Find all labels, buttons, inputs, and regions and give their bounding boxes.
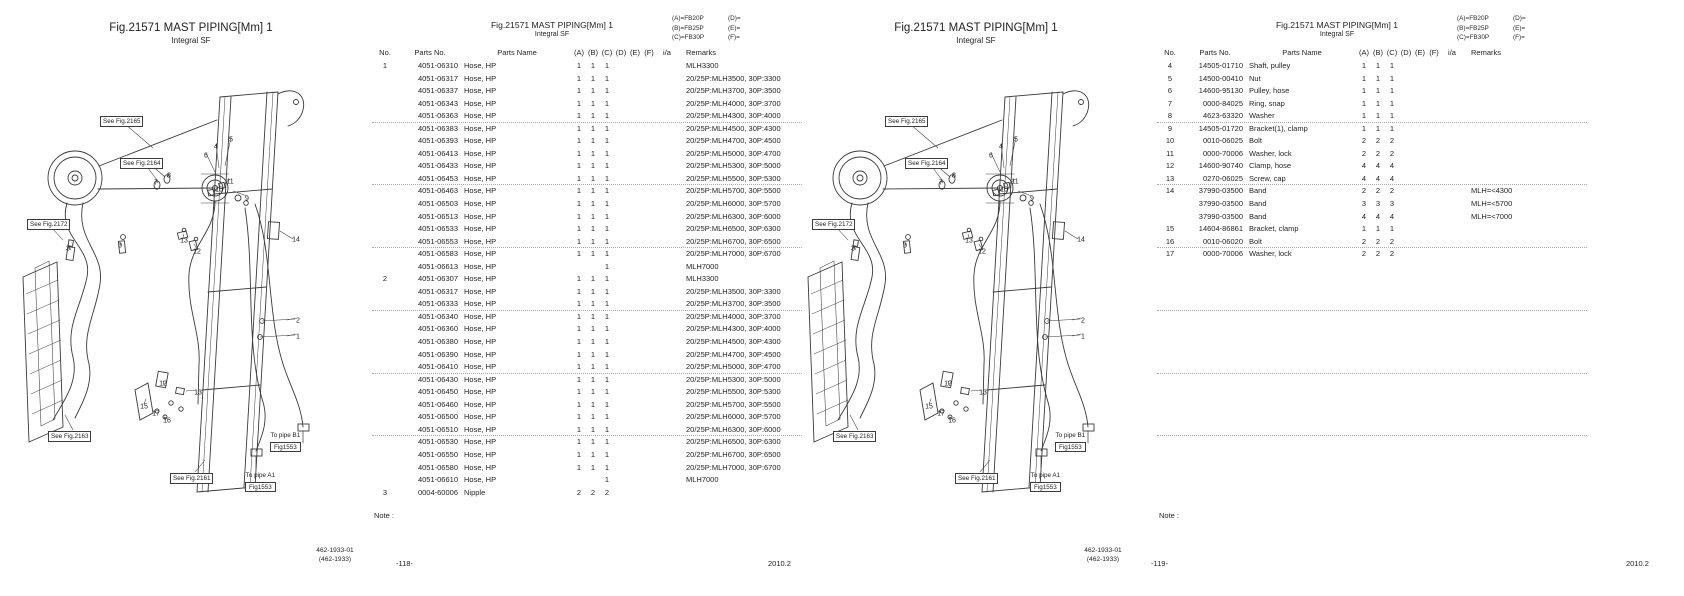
footer-page-number: -118- (396, 559, 413, 568)
table-row (1157, 474, 1587, 487)
diagram-callout: 16 (163, 417, 171, 425)
diagram-callout: 11 (226, 178, 234, 186)
footer-doc-number: 462-1933-01 (462-1933) (316, 547, 354, 563)
table-row: 10 0010-06025 Bolt 2 2 2 (1165, 136, 1395, 146)
col-remarks: Remarks (1471, 48, 1502, 57)
diagram-callout: 14 (292, 236, 300, 244)
col-qty-a: (A) (574, 48, 584, 57)
table-row: 4051-06317 Hose, HP 1 1 1 20/25P:MLH3500, 30P:3300 (417, 73, 781, 83)
pipe-destination-label: To pipe A1 Fig1553 (245, 472, 276, 491)
table-row: 5 14500-00410 Nut 1 1 1 (1167, 73, 1395, 83)
col-qty-f: (F) (644, 48, 654, 57)
col-qty-a: (A) (1359, 48, 1369, 57)
see-fig-label: See Fig.2163 (48, 431, 91, 442)
page-title: Fig.21571 MAST PIPING[Mm] 1 (109, 22, 273, 34)
col-qty-d: (D) (1400, 48, 1412, 57)
fig-reference-box: Fig1553 (1030, 482, 1061, 492)
table-title-block (457, 20, 647, 38)
table-row: 4051-06453 Hose, HP 1 1 1 20/25P:MLH5500, 30P:5300 (372, 173, 802, 186)
table-row: 37990-03500 Band 4 4 4 MLH=<7000 (1198, 211, 1513, 221)
diagram-callout: 6 (989, 152, 993, 160)
diagram-callout: 12 (944, 380, 952, 388)
see-fig-label: See Fig.2172 (27, 219, 70, 230)
col-parts-name: Parts Name (1282, 48, 1322, 57)
col-qty-b: (B) (1373, 48, 1383, 57)
table-row: 4051-06333 Hose, HP 1 1 1 20/25P:MLH3700, 30P:3500 (372, 298, 802, 311)
table-row: 4051-06410 Hose, HP 1 1 1 20/25P:MLH5000, 30P:4700 (372, 361, 802, 374)
table-row: 7 0000-84025 Ring, snap 1 1 1 (1167, 98, 1395, 108)
diagram-callout: 8 (952, 172, 956, 180)
table-row: 4051-06450 Hose, HP 1 1 1 20/25P:MLH5500, 30P:5300 (417, 387, 781, 397)
parts-table (372, 14, 802, 534)
diagram-callout: 12 (159, 380, 167, 388)
table-row (1157, 449, 1587, 462)
footer-date: 2010.2 (768, 559, 791, 568)
table-row: 4051-06530 Hose, HP 1 1 1 20/25P:MLH6500, 30P:6300 (417, 437, 781, 447)
table-header (1157, 48, 1587, 57)
table-row: 4051-06613 Hose, HP 1 MLH7000 (417, 261, 719, 271)
diagram-callout: 6 (204, 152, 208, 160)
table-row: 4051-06363 Hose, HP 1 1 1 20/25P:MLH4300, 30P:4000 (372, 110, 802, 123)
diagram-callout: 10 (1000, 186, 1008, 194)
diagram-callout: 7 (154, 179, 158, 187)
legend-row: (B)=FB25P (E)= (1457, 24, 1526, 32)
table-row (1157, 462, 1587, 475)
table-row: 16 0010-06020 Bolt 2 2 2 (1157, 236, 1587, 249)
table-subtitle: Integral SF (1319, 31, 1355, 38)
table-row (1157, 273, 1587, 286)
see-fig-label: See Fig.2161 (955, 473, 998, 484)
see-fig-label: See Fig.2164 (120, 158, 163, 169)
diagram-callout: 13 (194, 389, 202, 397)
parts-diagram (790, 72, 1150, 520)
table-row (1157, 374, 1587, 387)
diagram-callout: 13 (965, 237, 973, 245)
fig-reference-box: Fig1553 (270, 442, 301, 452)
diagram-callout: 17 (937, 410, 945, 418)
table-row: 4051-06583 Hose, HP 1 1 1 20/25P:MLH7000, 30P:6700 (417, 249, 781, 259)
table-row: 14 37990-03500 Band 2 2 2 MLH=<4300 (1165, 186, 1513, 196)
table-row: 37990-03500 Band 3 3 3 MLH=<5700 (1198, 199, 1513, 209)
col-parts-name: Parts Name (497, 48, 537, 57)
table-row (1157, 399, 1587, 412)
table-row: 4051-06500 Hose, HP 1 1 1 20/25P:MLH6000, 30P:5700 (417, 412, 781, 422)
table-row: 4051-06533 Hose, HP 1 1 1 20/25P:MLH6500, 30P:6300 (417, 224, 781, 234)
table-row: 4051-06393 Hose, HP 1 1 1 20/25P:MLH4700, 30P:4500 (417, 136, 781, 146)
col-parts-no: Parts No. (414, 48, 446, 57)
table-row (1157, 386, 1587, 399)
table-row (1157, 261, 1587, 274)
diagram-callout: 12 (978, 248, 986, 256)
diagram-callout: 2 (296, 317, 300, 325)
table-row: 4051-06553 Hose, HP 1 1 1 20/25P:MLH6700, 30P:6500 (372, 236, 802, 249)
see-fig-label: See Fig.2164 (905, 158, 948, 169)
table-row: 12 14600-90740 Clamp, hose 4 4 4 (1165, 161, 1395, 171)
table-row: 4 14505-01710 Shaft, pulley 1 1 1 (1167, 61, 1395, 70)
table-row: 13 0270-06025 Screw, cap 4 4 4 (1157, 173, 1587, 186)
diagram-callout: 3 (118, 242, 122, 250)
table-row: 4051-06383 Hose, HP 1 1 1 20/25P:MLH4500, 30P:4300 (417, 123, 781, 133)
diagram-callout: 13 (979, 389, 987, 397)
table-row: 4051-06503 Hose, HP 1 1 1 20/25P:MLH6000, 30P:5700 (417, 199, 781, 209)
diagram-callout: 1 (296, 333, 300, 341)
page-content (785, 0, 1627, 596)
col-remarks: Remarks (686, 48, 717, 57)
pipe-destination-label: To pipe B1 Fig1553 (270, 432, 301, 451)
table-title-block (1242, 20, 1432, 38)
pipe-destination-label: To pipe A1 Fig1553 (1030, 472, 1061, 491)
table-row: 4051-06360 Hose, HP 1 1 1 20/25P:MLH4300, 30P:4000 (417, 324, 781, 334)
diagram-labels-overlay (5, 72, 365, 520)
diagram-callout: 8 (167, 172, 171, 180)
table-row: 4051-06513 Hose, HP 1 1 1 20/25P:MLH6300, 30P:6000 (417, 211, 781, 221)
table-row: 4051-06413 Hose, HP 1 1 1 20/25P:MLH5000, 30P:4700 (417, 148, 781, 158)
table-row (1157, 361, 1587, 374)
table-row: 4051-06317 Hose, HP 1 1 1 20/25P:MLH3500, 30P:3300 (417, 286, 781, 296)
col-qty-e: (E) (1415, 48, 1425, 57)
col-qty-f: (F) (1429, 48, 1439, 57)
table-row: 4051-06460 Hose, HP 1 1 1 20/25P:MLH5700, 30P:5500 (417, 399, 781, 409)
pipe-destination-label: To pipe B1 Fig1553 (1055, 432, 1086, 451)
table-row: 8 4623-63320 Washer 1 1 1 (1157, 110, 1587, 123)
table-row (1157, 298, 1587, 311)
catalog-page (815, 0, 1684, 596)
fig-reference-box: Fig1553 (245, 482, 276, 492)
page-subtitle: Integral SF (956, 36, 996, 45)
table-row: 17 0000-70006 Washer, lock 2 2 2 (1165, 249, 1395, 259)
diagram-callout: 13 (180, 237, 188, 245)
table-row: 9 14505-01720 Bracket(1), clamp 1 1 1 (1167, 123, 1395, 133)
col-ia: i/a (1448, 48, 1456, 57)
table-row: 4051-06337 Hose, HP 1 1 1 20/25P:MLH3700, 30P:3500 (417, 86, 781, 96)
parts-diagram (5, 72, 365, 520)
see-fig-label: See Fig.2161 (170, 473, 213, 484)
model-legend (1457, 14, 1526, 43)
table-subtitle: Integral SF (534, 31, 570, 38)
table-title: Fig.21571 MAST PIPING[Mm] 1 (1275, 20, 1399, 30)
col-qty-d: (D) (615, 48, 627, 57)
table-row (1157, 424, 1587, 437)
fig-reference-box: Fig1553 (1055, 442, 1086, 452)
col-qty-c: (C) (1386, 48, 1398, 57)
legend-row: (C)=FB30P (F)= (1457, 34, 1525, 42)
diagram-callout: 1 (1081, 333, 1085, 341)
note-label: Note : (1159, 511, 1180, 520)
diagram-callout: 7 (939, 179, 943, 187)
table-row: 4051-06343 Hose, HP 1 1 1 20/25P:MLH4000, 30P:3700 (417, 98, 781, 108)
diagram-callout: 15 (925, 403, 933, 411)
legend-row: (A)=FB20P (D)= (1457, 15, 1526, 22)
table-row: 6 14600-95130 Pulley, hose 1 1 1 (1167, 86, 1395, 96)
table-title: Fig.21571 MAST PIPING[Mm] 1 (490, 20, 614, 30)
table-row: 4051-06463 Hose, HP 1 1 1 20/25P:MLH5700, 30P:5500 (417, 186, 781, 196)
parts-table (1157, 14, 1587, 534)
col-qty-b: (B) (588, 48, 598, 57)
diagram-callout: 12 (193, 248, 201, 256)
page-subtitle: Integral SF (171, 36, 211, 45)
col-qty-e: (E) (630, 48, 640, 57)
footer-doc-number: 462-1933-01 (462-1933) (1084, 547, 1122, 563)
diagram-title-block (55, 22, 327, 45)
table-row (1157, 286, 1587, 299)
diagram-callout: 17 (152, 410, 160, 418)
table-header (372, 48, 802, 57)
see-fig-label: See Fig.2165 (100, 116, 143, 127)
col-qty-c: (C) (601, 48, 613, 57)
col-ia: i/a (663, 48, 671, 57)
diagram-callout: 10 (215, 186, 223, 194)
model-legend (672, 14, 741, 43)
table-row: 11 0000-70006 Washer, lock 2 2 2 (1166, 148, 1395, 158)
table-row: 4051-06340 Hose, HP 1 1 1 20/25P:MLH4000, 30P:3700 (417, 311, 781, 321)
diagram-callout: 3 (903, 242, 907, 250)
col-parts-no: Parts No. (1199, 48, 1231, 57)
table-row: 4051-06380 Hose, HP 1 1 1 20/25P:MLH4500, 30P:4300 (417, 337, 781, 347)
note-label: Note : (374, 511, 395, 520)
table-row: 4051-06610 Hose, HP 1 MLH7000 (417, 475, 719, 485)
table-row: 3 0004-60006 Nipple 2 2 2 (382, 487, 610, 497)
table-row (1157, 349, 1587, 362)
table-row: 4051-06550 Hose, HP 1 1 1 20/25P:MLH6700, 30P:6500 (417, 449, 781, 459)
col-no: No. (1164, 48, 1176, 57)
table-row: 4051-06510 Hose, HP 1 1 1 20/25P:MLH6300, 30P:6000 (372, 424, 802, 437)
table-row (1157, 323, 1587, 336)
diagram-callout: 4 (214, 143, 218, 151)
table-row: 4051-06433 Hose, HP 1 1 1 20/25P:MLH5300, 30P:5000 (417, 161, 781, 171)
footer-date: 2010.2 (1626, 559, 1649, 568)
diagram-callout: 5 (1014, 136, 1018, 144)
legend-row: (A)=FB20P (D)= (672, 15, 741, 22)
page-title: Fig.21571 MAST PIPING[Mm] 1 (894, 22, 1058, 34)
footer-page-number: -119- (1151, 559, 1168, 568)
diagram-callout: 4 (999, 143, 1003, 151)
table-row: 4051-06580 Hose, HP 1 1 1 20/25P:MLH7000, 30P:6700 (417, 462, 781, 472)
diagram-callout: 2 (1081, 317, 1085, 325)
diagram-callout: 11 (1011, 178, 1019, 186)
see-fig-label: See Fig.2163 (833, 431, 876, 442)
table-row: 2 4051-06307 Hose, HP 1 1 1 MLH3300 (382, 274, 719, 284)
diagram-callout: 9 (1030, 195, 1034, 203)
diagram-callout: 14 (1077, 236, 1085, 244)
diagram-callout: 5 (229, 136, 233, 144)
table-row (1157, 436, 1587, 449)
see-fig-label: See Fig.2172 (812, 219, 855, 230)
table-row (1157, 336, 1587, 349)
diagram-callout: 16 (948, 417, 956, 425)
col-no: No. (379, 48, 391, 57)
legend-row: (C)=FB30P (F)= (672, 34, 740, 42)
table-row (1157, 487, 1587, 500)
table-body (372, 60, 802, 499)
table-row: 4051-06390 Hose, HP 1 1 1 20/25P:MLH4700, 30P:4500 (417, 349, 781, 359)
table-row: 4051-06430 Hose, HP 1 1 1 20/25P:MLH5300, 30P:5000 (417, 374, 781, 384)
legend-row: (B)=FB25P (E)= (672, 24, 741, 32)
diagram-callout: 9 (245, 195, 249, 203)
table-row (1157, 311, 1587, 324)
table-body (1157, 60, 1587, 499)
diagram-callout: 15 (140, 403, 148, 411)
table-row: 1 4051-06310 Hose, HP 1 1 1 MLH3300 (382, 61, 719, 70)
see-fig-label: See Fig.2165 (885, 116, 928, 127)
table-row: 15 14604-86861 Bracket, clamp 1 1 1 (1165, 224, 1395, 234)
diagram-callout: 3 (851, 245, 855, 253)
diagram-title-block (840, 22, 1112, 45)
table-row (1157, 411, 1587, 424)
diagram-callout: 3 (66, 245, 70, 253)
diagram-labels-overlay (790, 72, 1150, 520)
